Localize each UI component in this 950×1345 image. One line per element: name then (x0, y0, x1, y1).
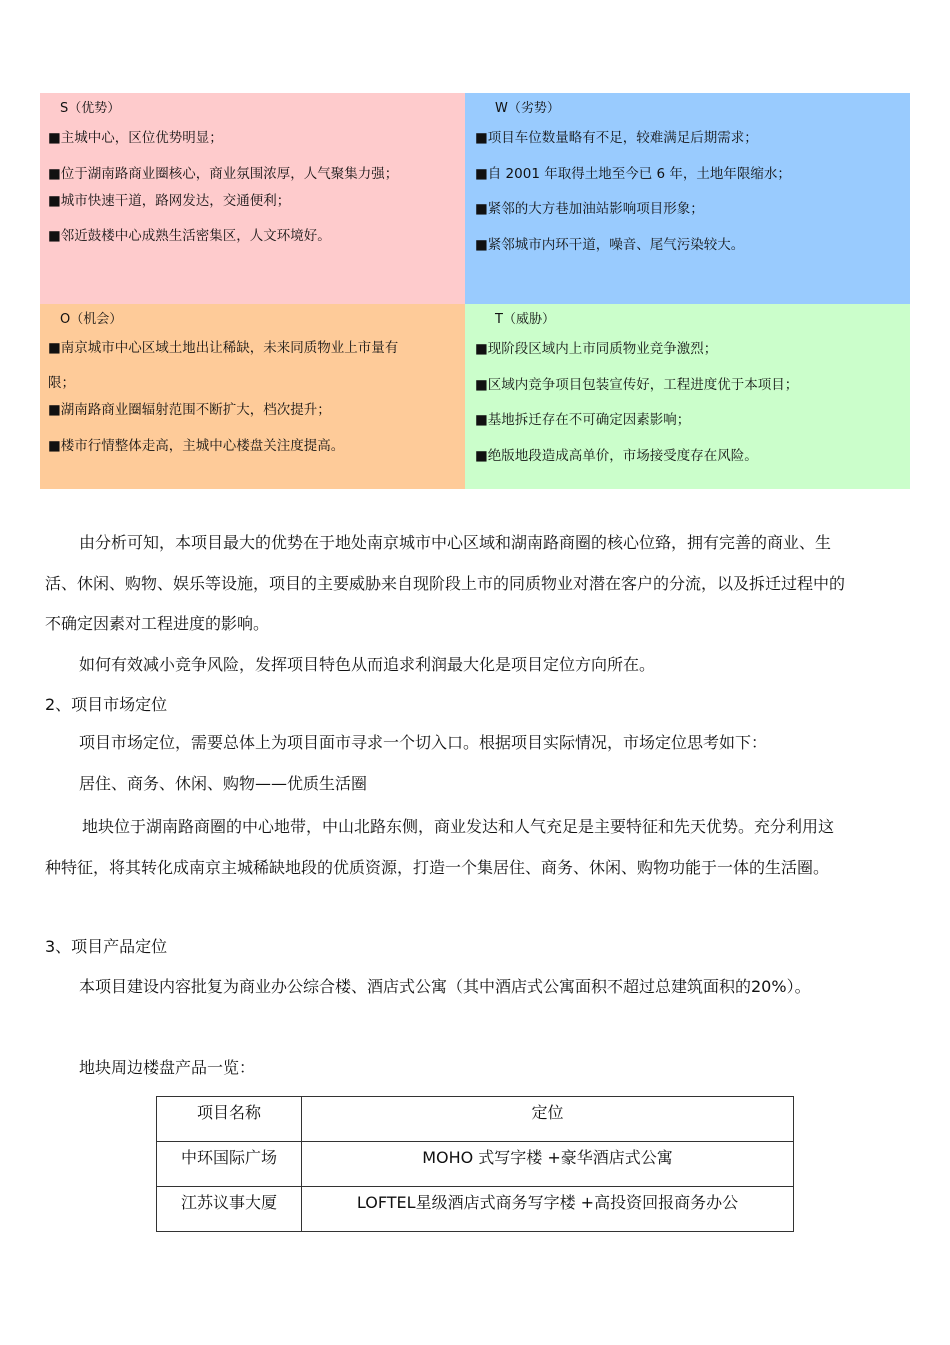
swot-threats-list (475, 340, 902, 482)
list-item: ■湖南路商业圈辐射范围不断扩大，档次提升； (48, 402, 331, 418)
table-header-row (157, 1097, 794, 1142)
swot-strengths-title: S（优势） (60, 101, 121, 116)
list-item: ■楼市行情整体走高，主城中心楼盘关注度提高。 (48, 437, 345, 454)
market-body-paragraph: 地块位于湖南路商圈的中心地带，中山北路东侧，商业发达和人气充足是主要特征和先天优势。充分利用这种特征，将其转化成南京主城稀缺地段的优质资源，打造一个集居住、商务、休闲、购物功能于一体的生活圈。 (45, 817, 835, 877)
swot-weaknesses (465, 93, 910, 304)
swot-opportunities-title: O（机会） (60, 312, 123, 327)
swot-threats-title: T（威胁） (495, 312, 555, 327)
swot-opportunities (40, 304, 465, 489)
list-item: ■自 2001 年取得土地至今已 6 年，土地年限缩水； (475, 165, 791, 182)
list-item: ■紧邻城市内环干道，噪音、尾气污染较大。 (475, 236, 745, 253)
list-item: ■绝版地段造成高单价，市场接受度存在风险。 (475, 447, 758, 464)
market-intro-paragraph: 项目市场定位，需要总体上为项目面市寻求一个切入口。根据项目实际情况，市场定位思考如下： (79, 733, 768, 752)
section-heading-market: 2、项目市场定位 (45, 695, 168, 714)
section-heading-product: 3、项目产品定位 (45, 937, 168, 956)
column-header-positioning: 定位 (302, 1097, 794, 1142)
list-item: ■区域内竞争项目包装宣传好，工程进度优于本项目； (475, 376, 799, 393)
table-cell-positioning: MOHO 式写字楼 +豪华酒店式公寓 (302, 1142, 794, 1187)
list-item: ■主城中心，区位优势明显； (48, 130, 223, 146)
market-tagline: 居住、商务、休闲、购物——优质生活圈 (79, 774, 368, 793)
list-item: ■位于湖南路商业圈核心，商业氛围浓厚，人气聚集力强； (48, 165, 399, 182)
product-body-paragraph: 本项目建设内容批复为商业办公综合楼、酒店式公寓（其中酒店式公寓面积不超过总建筑面积的20%）。 (79, 977, 811, 996)
swot-strengths (40, 93, 465, 304)
list-item: ■城市快速干道，路网发达，交通便利； (48, 192, 291, 209)
table-row (157, 1187, 794, 1232)
table-row (157, 1142, 794, 1187)
swot-grid (40, 93, 910, 489)
analysis-paragraph: 由分析可知，本项目最大的优势在于地处南京城市中心区域和湖南路商圈的核心位臵，拥有完善的商业、生活、休闲、购物、娱乐等设施，项目的主要威胁来自现阶段上市的同质物业对潜在客户的分流，以及拆迁过程中的不确定因素对工程进度的影响。 (45, 533, 846, 633)
list-item: ■南京城市中心区域土地出让稀缺，未来同质物业上市量有限； (48, 340, 399, 391)
table-cell-name: 江苏议事大厦 (157, 1187, 302, 1232)
list-item: ■邻近鼓楼中心成熟生活密集区，人文环境好。 (48, 228, 331, 244)
list-item: ■现阶段区域内上市同质物业竞争激烈； (475, 341, 718, 357)
swot-weaknesses-list (475, 129, 902, 271)
table-cell-name: 中环国际广场 (157, 1142, 302, 1187)
swot-opportunities-list (48, 340, 457, 472)
swot-weaknesses-title: W（劣势） (495, 101, 560, 116)
surrounding-projects-table (156, 1096, 794, 1232)
direction-paragraph: 如何有效减小竞争风险，发挥项目特色从而追求利润最大化是项目定位方向所在。 (79, 655, 656, 674)
list-item: ■紧邻的大方巷加油站影响项目形象； (475, 201, 704, 217)
list-item: ■项目车位数量略有不足，较难满足后期需求； (475, 130, 758, 146)
swot-threats (465, 304, 910, 489)
list-item: ■基地拆迁存在不可确定因素影响； (475, 412, 691, 428)
table-intro: 地块周边楼盘产品一览： (79, 1058, 256, 1077)
table-cell-positioning: LOFTEL星级酒店式商务写字楼 +高投资回报商务办公 (302, 1187, 794, 1232)
swot-strengths-list (48, 129, 457, 263)
column-header-name: 项目名称 (157, 1097, 302, 1142)
